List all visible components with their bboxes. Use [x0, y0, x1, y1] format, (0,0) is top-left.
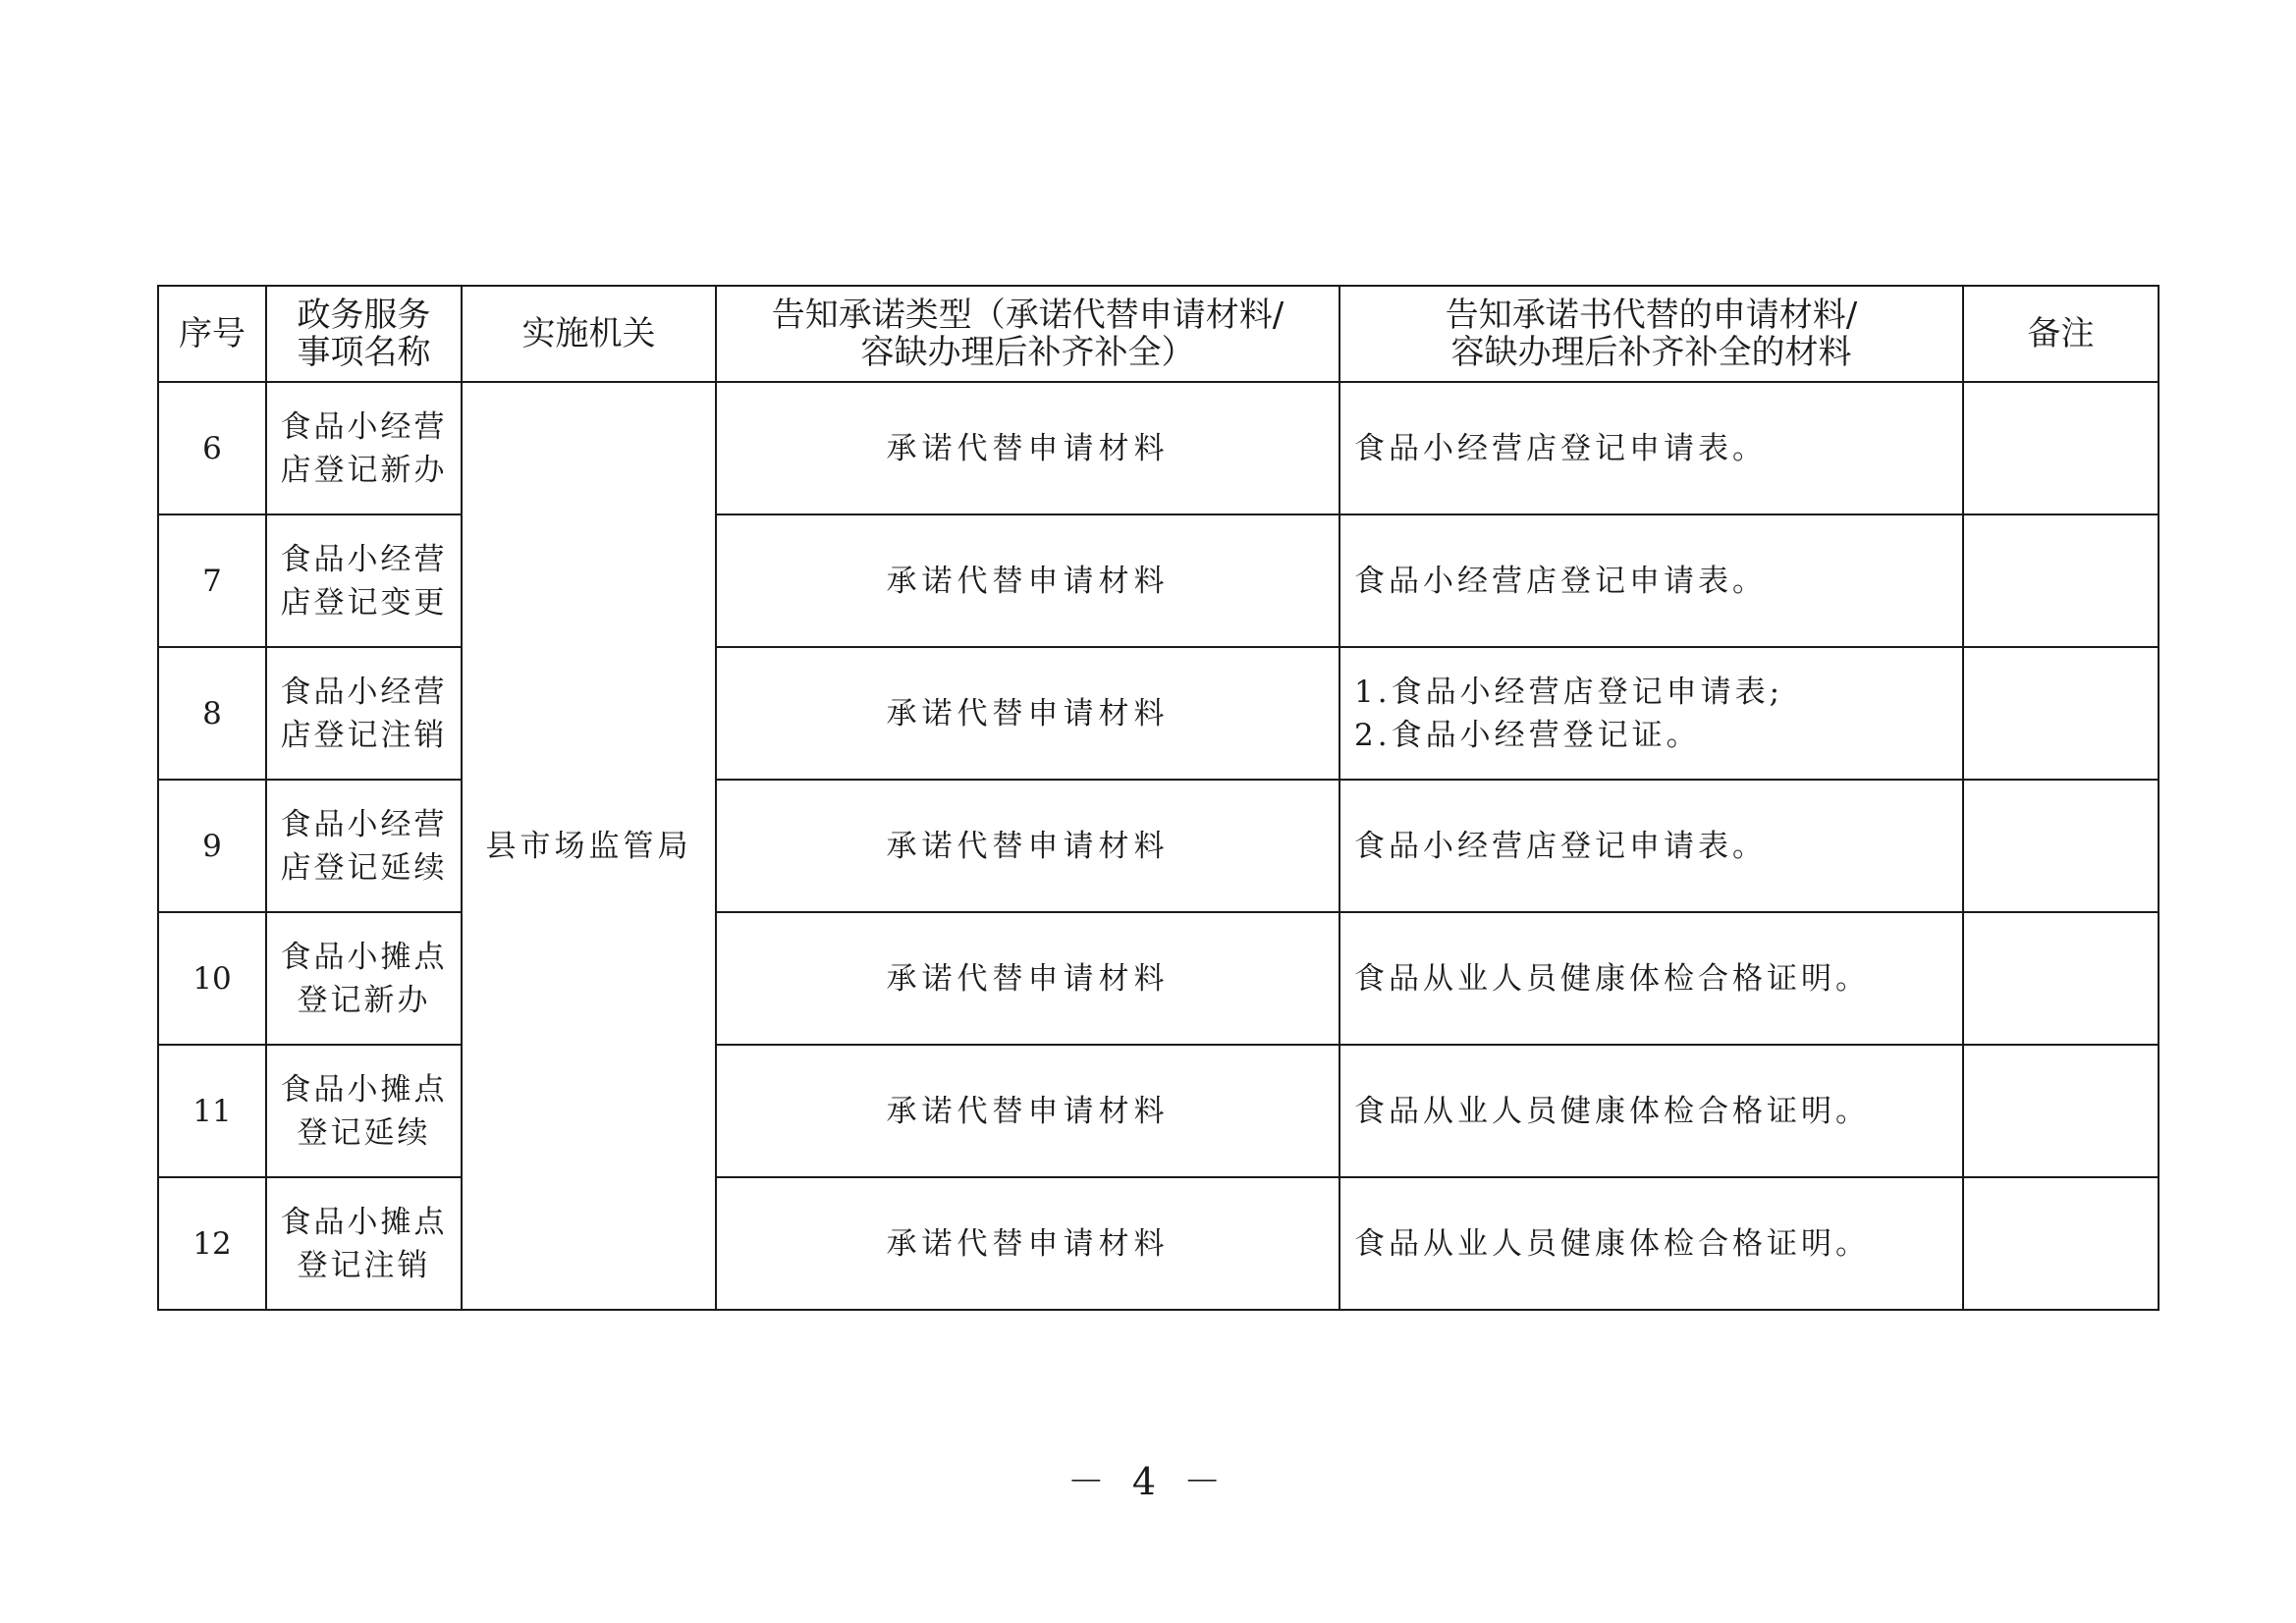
row-commitment-type: 承诺代替申请材料: [716, 514, 1339, 647]
row-commitment-type: 承诺代替申请材料: [716, 382, 1339, 514]
row-item-name: [266, 514, 462, 647]
row-material-line: 2.食品小经营登记证。: [1354, 717, 1701, 753]
row-item-name-line2: 店登记新办: [280, 452, 448, 488]
row-item-name-line2: 店登记变更: [280, 584, 448, 621]
row-material-line: 食品从业人员健康体检合格证明。: [1354, 960, 1870, 997]
header-commitment-type-line1: 告知承诺类型（承诺代替申请材料/: [771, 296, 1285, 335]
header-item-name-line2: 事项名称: [297, 333, 431, 372]
row-item-name-line1: 食品小摊点: [280, 1204, 448, 1240]
row-item-name: [266, 1045, 462, 1177]
row-item-name: [266, 647, 462, 780]
row-commitment-type: 承诺代替申请材料: [716, 912, 1339, 1045]
row-remarks: [1963, 780, 2159, 912]
row-item-name-line1: 食品小经营: [280, 408, 448, 445]
row-item-name-line1: 食品小经营: [280, 806, 448, 842]
row-material-line: 1.食品小经营店登记申请表;: [1354, 674, 1784, 710]
header-materials-line1: 告知承诺书代替的申请材料/: [1445, 296, 1858, 335]
row-remarks: [1963, 1177, 2159, 1310]
table-row: [158, 912, 2159, 1045]
row-item-name-line1: 食品小经营: [280, 541, 448, 577]
header-item-name-line1: 政务服务: [297, 296, 431, 335]
row-remarks: [1963, 514, 2159, 647]
row-item-name-line1: 食品小经营: [280, 674, 448, 710]
row-item-name: [266, 382, 462, 514]
row-materials: [1339, 780, 1963, 912]
row-commitment-type: 承诺代替申请材料: [716, 647, 1339, 780]
header-commitment-type-line2: 容缺办理后补齐补全）: [860, 333, 1195, 372]
row-item-name-line2: 登记延续: [297, 1114, 431, 1151]
table-row: [158, 1177, 2159, 1310]
table-header-row: [158, 286, 2159, 382]
header-materials: [1339, 286, 1963, 382]
row-remarks: [1963, 912, 2159, 1045]
row-commitment-type: 承诺代替申请材料: [716, 1177, 1339, 1310]
row-materials: [1339, 647, 1963, 780]
row-item-name: [266, 780, 462, 912]
table-row: [158, 1045, 2159, 1177]
table-row: [158, 514, 2159, 647]
header-item-name: [266, 286, 462, 382]
row-materials: [1339, 1045, 1963, 1177]
row-material-line: 食品小经营店登记申请表。: [1354, 828, 1767, 864]
row-commitment-type: 承诺代替申请材料: [716, 1045, 1339, 1177]
row-item-name-line2: 登记新办: [297, 982, 431, 1018]
row-item-name-line1: 食品小摊点: [280, 939, 448, 975]
row-seq: 9: [158, 780, 266, 912]
row-seq: 10: [158, 912, 266, 1045]
row-seq: 11: [158, 1045, 266, 1177]
table-row: [158, 382, 2159, 514]
row-materials: [1339, 912, 1963, 1045]
row-seq: 8: [158, 647, 266, 780]
row-commitment-type: 承诺代替申请材料: [716, 780, 1339, 912]
row-item-name-line2: 店登记注销: [280, 717, 448, 753]
header-seq: 序号: [158, 286, 266, 382]
row-materials: [1339, 1177, 1963, 1310]
row-remarks: [1963, 382, 2159, 514]
header-remarks: 备注: [1963, 286, 2159, 382]
header-agency: 实施机关: [462, 286, 716, 382]
table-row: [158, 780, 2159, 912]
row-materials: [1339, 382, 1963, 514]
header-commitment-type: [716, 286, 1339, 382]
row-remarks: [1963, 647, 2159, 780]
agency-cell: 县市场监管局: [462, 382, 716, 1310]
row-item-name-line1: 食品小摊点: [280, 1071, 448, 1108]
page-number: － 4 －: [1066, 1460, 1230, 1503]
row-material-line: 食品从业人员健康体检合格证明。: [1354, 1093, 1870, 1129]
row-materials: [1339, 514, 1963, 647]
row-seq: 6: [158, 382, 266, 514]
table-row: [158, 647, 2159, 780]
row-item-name: [266, 1177, 462, 1310]
notice-commitment-table: [157, 285, 2159, 1311]
row-item-name-line2: 店登记延续: [280, 849, 448, 886]
row-seq: 12: [158, 1177, 266, 1310]
row-material-line: 食品小经营店登记申请表。: [1354, 430, 1767, 466]
row-item-name: [266, 912, 462, 1045]
header-materials-line2: 容缺办理后补齐补全的材料: [1450, 333, 1852, 372]
row-material-line: 食品小经营店登记申请表。: [1354, 563, 1767, 599]
row-remarks: [1963, 1045, 2159, 1177]
row-item-name-line2: 登记注销: [297, 1247, 431, 1283]
row-seq: 7: [158, 514, 266, 647]
row-material-line: 食品从业人员健康体检合格证明。: [1354, 1225, 1870, 1262]
